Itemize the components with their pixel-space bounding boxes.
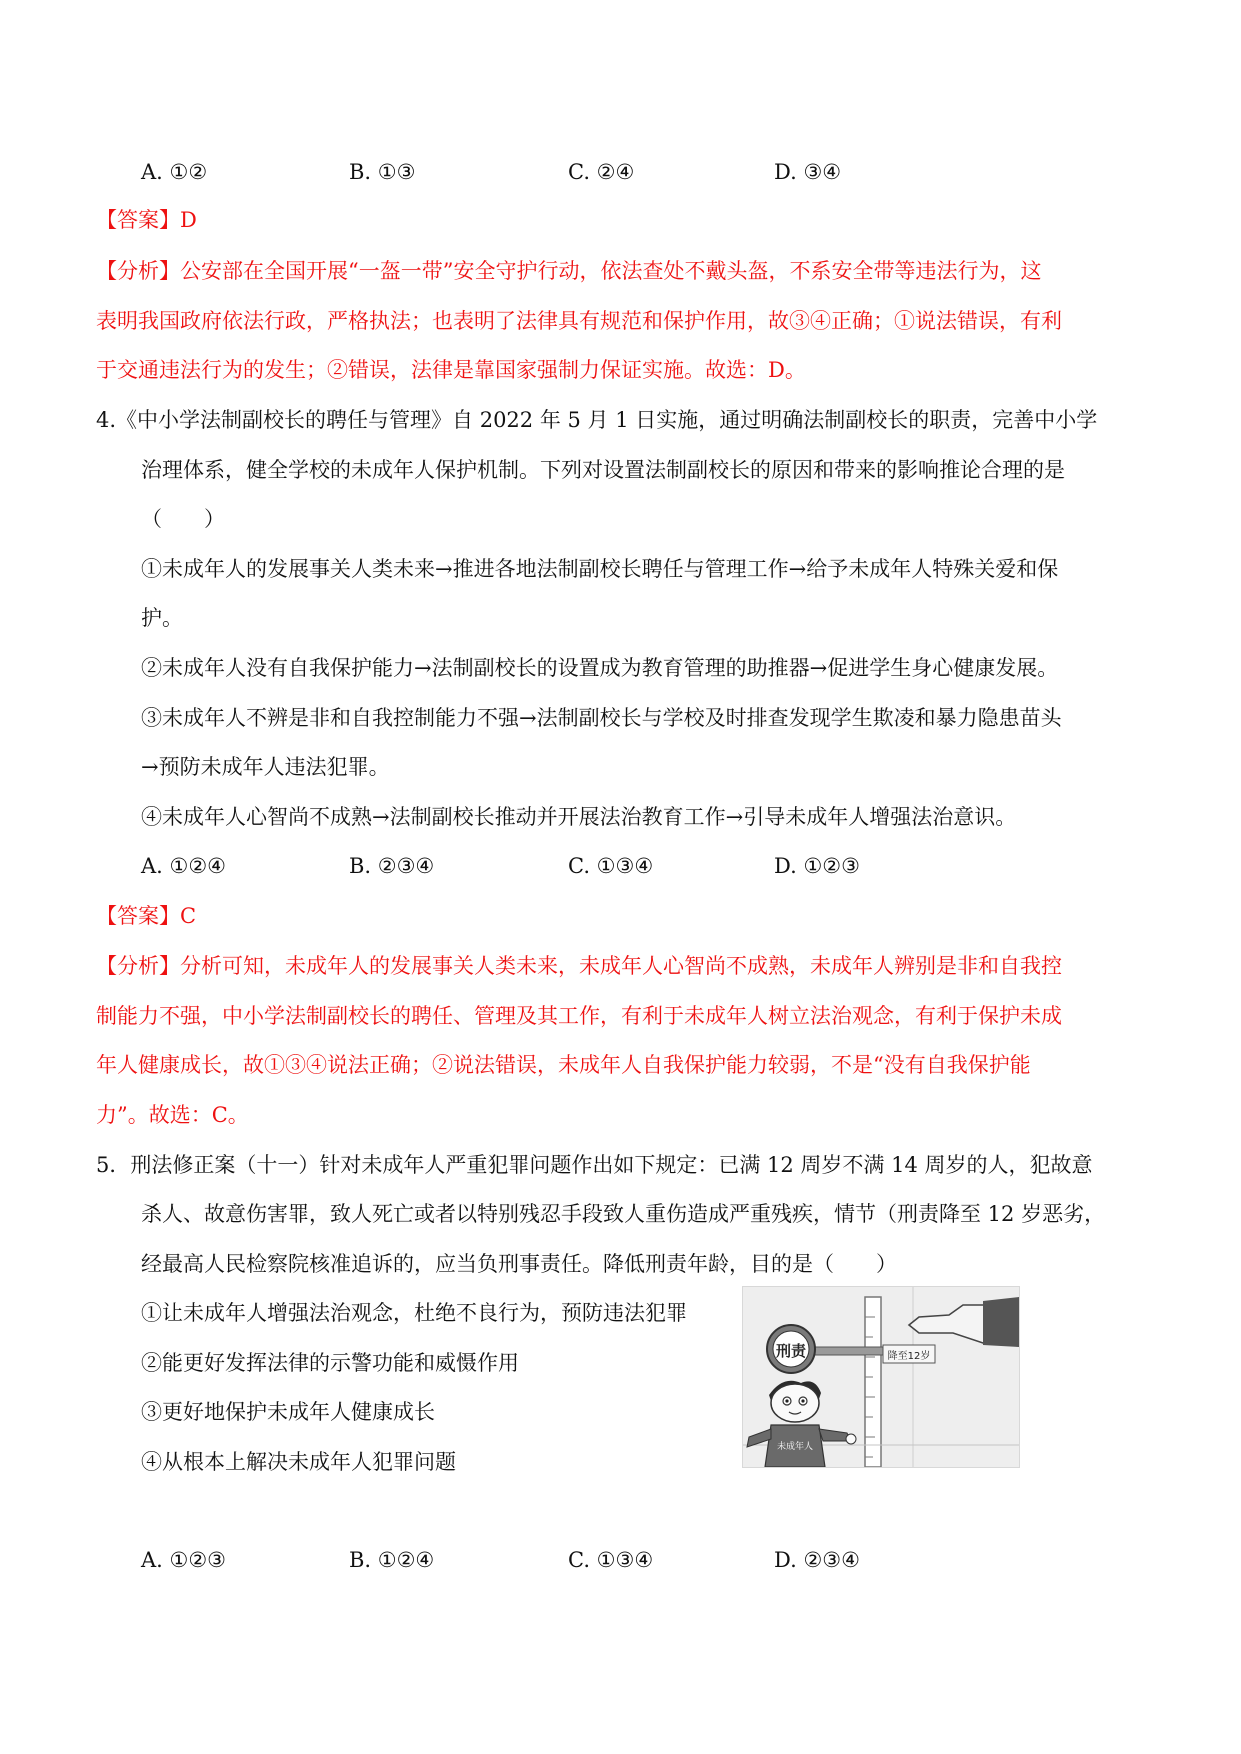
figure-sign-text: 刑责 xyxy=(775,1342,807,1360)
q4-statement: ②未成年人没有自我保护能力→法制副校长的设置成为教育管理的助推器→促进学生身心健康发展。 xyxy=(141,656,1059,680)
q4-stem-line: 治理体系，健全学校的未成年人保护机制。下列对设置法制副校长的原因和带来的影响推论合理的是 xyxy=(141,458,1065,482)
q4-statement: ④未成年人心智尚不成熟→法制副校长推动并开展法治教育工作→引导未成年人增强法治意识。 xyxy=(141,805,1017,829)
q5-statement: ④从根本上解决未成年人犯罪问题 xyxy=(141,1450,456,1474)
q4-statement: ①未成年人的发展事关人类未来→推进各地法制副校长聘任与管理工作→给予未成年人特殊关爱和保 xyxy=(141,557,1059,581)
q4-analysis-line: 年人健康成长，故①③④说法正确；②说法错误，未成年人自我保护能力较弱，不是“没有自我保护能 xyxy=(96,1053,1031,1077)
q4-answer: 【答案】C xyxy=(96,904,197,928)
q4-option-a: A. ①②④ xyxy=(141,854,226,878)
q4-stem-line: （ ） xyxy=(141,507,225,531)
cartoon-figure xyxy=(742,1286,1020,1468)
q3-option-c: C. ②④ xyxy=(568,160,635,184)
q5-stem-line: 5．刑法修正案（十一）针对未成年人严重犯罪问题作出如下规定：已满 12 周岁不满 14 周岁的人，犯故意 xyxy=(96,1153,1093,1177)
q3-option-b: B. ①③ xyxy=(349,160,416,184)
q4-option-b: B. ②③④ xyxy=(349,854,435,878)
q5-option-a: A. ①②③ xyxy=(141,1548,226,1572)
q5-statement: ②能更好发挥法律的示警功能和威慑作用 xyxy=(141,1351,519,1375)
q5-option-b: B. ①②④ xyxy=(349,1548,435,1572)
q4-statement: →预防未成年人违法犯罪。 xyxy=(141,755,390,779)
q5-stem-line: 经最高人民检察院核准追诉的，应当负刑事责任。降低刑责年龄，目的是（ ） xyxy=(141,1252,897,1276)
figure-tag-text: 降至12岁 xyxy=(887,1351,931,1362)
q3-option-a: A. ①② xyxy=(141,160,208,184)
q4-option-c: C. ①③④ xyxy=(568,854,654,878)
cartoon-illustration xyxy=(743,1287,1019,1467)
figure-shirt-text: 未成年人 xyxy=(776,1442,814,1452)
q4-option-d: D. ①②③ xyxy=(774,854,860,878)
q5-stem-line: 杀人、故意伤害罪，致人死亡或者以特别残忍手段致人重伤造成严重残疾，情节（刑责降至 12 岁恶劣， xyxy=(141,1202,1106,1226)
q4-statement: 护。 xyxy=(141,606,183,630)
q3-answer: 【答案】D xyxy=(96,208,197,232)
q4-stem-line: 4.《中小学法制副校长的聘任与管理》自 2022 年 5 月 1 日实施，通过明确法制副校长的职责，完善中小学 xyxy=(96,408,1098,432)
q3-analysis-line: 于交通违法行为的发生；②错误，法律是靠国家强制力保证实施。故选：D。 xyxy=(96,358,806,382)
q5-statement: ①让未成年人增强法治观念，杜绝不良行为，预防违法犯罪 xyxy=(141,1301,687,1325)
q4-analysis-line: 力”。故选：C。 xyxy=(96,1103,249,1127)
q4-analysis-line: 制能力不强，中小学法制副校长的聘任、管理及其工作，有利于未成年人树立法治观念，有利于保护未成 xyxy=(96,1004,1062,1028)
q3-option-d: D. ③④ xyxy=(774,160,842,184)
q5-statement: ③更好地保护未成年人健康成长 xyxy=(141,1400,435,1424)
q3-analysis-line: 【分析】公安部在全国开展“一盔一带”安全守护行动，依法查处不戴头盔，不系安全带等违法行为，这 xyxy=(96,259,1042,283)
q3-analysis-line: 表明我国政府依法行政，严格执法；也表明了法律具有规范和保护作用，故③④正确；①说法错误，有利 xyxy=(96,309,1062,333)
q5-option-c: C. ①③④ xyxy=(568,1548,654,1572)
q5-option-d: D. ②③④ xyxy=(774,1548,860,1572)
q4-analysis-line: 【分析】分析可知，未成年人的发展事关人类未来，未成年人心智尚不成熟，未成年人辨别是非和自我控 xyxy=(96,954,1062,978)
q4-statement: ③未成年人不辨是非和自我控制能力不强→法制副校长与学校及时排查发现学生欺凌和暴力隐患苗头 xyxy=(141,706,1062,730)
